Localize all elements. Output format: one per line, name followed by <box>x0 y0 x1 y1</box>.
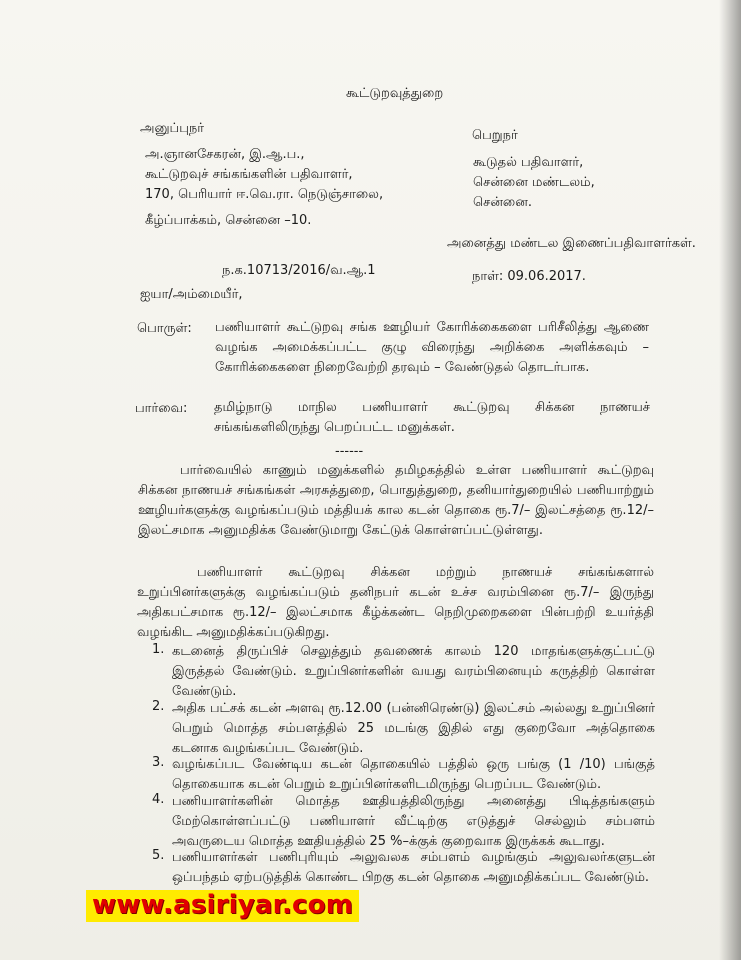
recipient-line: கூடுதல் பதிவாளர், <box>473 155 584 170</box>
letter-date: நாள்: 09.06.2017. <box>472 269 586 284</box>
sender-line: அ.ஞானசேகரன், இ.ஆ.ப., <box>145 147 305 162</box>
department-title: கூட்டுறவுத்துறை <box>346 86 444 101</box>
salutation: ஐயா/அம்மையீர், <box>140 287 243 302</box>
separator: ------ <box>335 444 364 459</box>
recipient-cc: அனைத்து மண்டல இணைப்பதிவாளர்கள். <box>447 236 696 251</box>
recipient-line: சென்னை. <box>473 195 532 210</box>
reference-text: தமிழ்நாடு மாநில பணியாளர் கூட்டுறவு சிக்கன நாணயச் சங்கங்களிலிருந்து பெறப்பட்ட மனுக்கள். <box>214 400 650 435</box>
condition-number: 3. <box>152 755 165 770</box>
page-edge-shadow <box>719 0 741 960</box>
body-paragraph: பணியாளர் கூட்டுறவு சிக்கன மற்றும் நாணயச் சங்கங்களால் உறுப்பினர்களுக்கு வழங்கப்படும் தனிநபர் கடன் உச்ச வரம்பினை ரூ.7/– இருந்து அதிகபட்சமாக ரூ.12/– இலட்சமாக கீழ்க்கண்ட நெறிமுறைகளை பின்பற்றி உயர்த்தி வழங்கிட அனுமதிக்கப்படுகிறது. <box>137 565 654 640</box>
subject-text: பணியாளர் கூட்டுறவு சங்க ஊழியர் கோரிக்கைகளை பரிசீலித்து ஆணை வழங்க அமைக்கப்பட்ட குழு விரைந்து அறிக்கை அளிக்கவும் – கோரிக்கைகளை நிறைவேற்றி தரவும் – வேண்டுதல் தொடர்பாக. <box>215 320 649 375</box>
condition-text: வழங்கப்பட வேண்டிய கடன் தொகையில் பத்தில் ஒரு பங்கு (1 /10) பங்குத் தொகையாக கடன் பெறும் உறுப்பினர்களிடமிருந்து பெறப்பட வேண்டும். <box>172 757 655 792</box>
sender-line: கீழ்ப்பாக்கம், சென்னை –10. <box>145 213 312 228</box>
condition-text: அதிக பட்சக் கடன் அளவு ரூ.12.00 (பன்னிரெண்டு) இலட்சம் அல்லது உறுப்பினர் பெறும் மொத்த சம்பளத்தில் 25 மடங்கு இதில் எது குறைவோ அத்தொகை கடனாக வழங்கப்பட வேண்டும். <box>172 701 655 756</box>
condition-number: 5. <box>152 848 165 863</box>
condition-text: பணியாளர்களின் மொத்த ஊதியத்திலிருந்து அனைத்து பிடித்தங்களும் மேற்கொள்ளப்பட்டு பணியாளர் வீட்டிற்கு எடுத்துச் செல்லும் சம்பளம் அவருடைய மொத்த ஊதியத்தில் 25 %–க்குக் குறைவாக இருக்கக் கூடாது. <box>172 794 655 849</box>
reference-number: ந.க.10713/2016/வ.ஆ.1 <box>222 263 376 278</box>
recipient-label: பெறுநர் <box>472 128 518 143</box>
condition-text: கடனைத் திருப்பிச் செலுத்தும் தவணைக் காலம் 120 மாதங்களுக்குட்பட்டு இருத்தல் வேண்டும். உறுப்பினர்களின் வயது வரம்பினையும் கருத்திற் கொள்ள வேண்டும். <box>172 644 655 699</box>
condition-text: பணியாளர்கள் பணிபுரியும் அலுவலக சம்பளம் வழங்கும் அலுவலர்களுடன் ஒப்பந்தம் ஏற்படுத்திக் கொண்ட பிறகு கடன் தொகை அனுமதிக்கப்பட வேண்டும். <box>172 850 655 885</box>
body-paragraph: பார்வையில் காணும் மனுக்களில் தமிழகத்தில் உள்ள பணியாளர் கூட்டுறவு சிக்கன நாணயச் சங்கங்கள் அரசுத்துறை, பொதுத்துறை, தனியார்துறையில் பணியாற்றும் ஊழியர்களுக்கு வழங்கப்படும் மத்தியக் கால கடன் தொகை ரூ.7/– இலட்சத்தை ரூ.12/– இலட்சமாக அனுமதிக்க வேண்டுமாறு கேட்டுக் கொள்ளப்பட்டுள்ளது. <box>138 463 654 538</box>
subject-label: பொருள்: <box>137 321 192 336</box>
sender-label: அனுப்புநர் <box>140 121 205 136</box>
sender-line: 170, பெரியார் ஈ.வெ.ரா. நெடுஞ்சாலை, <box>145 187 384 202</box>
condition-number: 2. <box>152 699 165 714</box>
watermark-url: www.asiriyar.com <box>86 890 359 922</box>
recipient-line: சென்னை மண்டலம், <box>473 175 595 190</box>
reference-label: பார்வை: <box>135 401 188 416</box>
condition-number: 4. <box>152 792 165 807</box>
condition-number: 1. <box>152 642 165 657</box>
sender-line: கூட்டுறவுச் சங்கங்களின் பதிவாளர், <box>145 167 353 182</box>
